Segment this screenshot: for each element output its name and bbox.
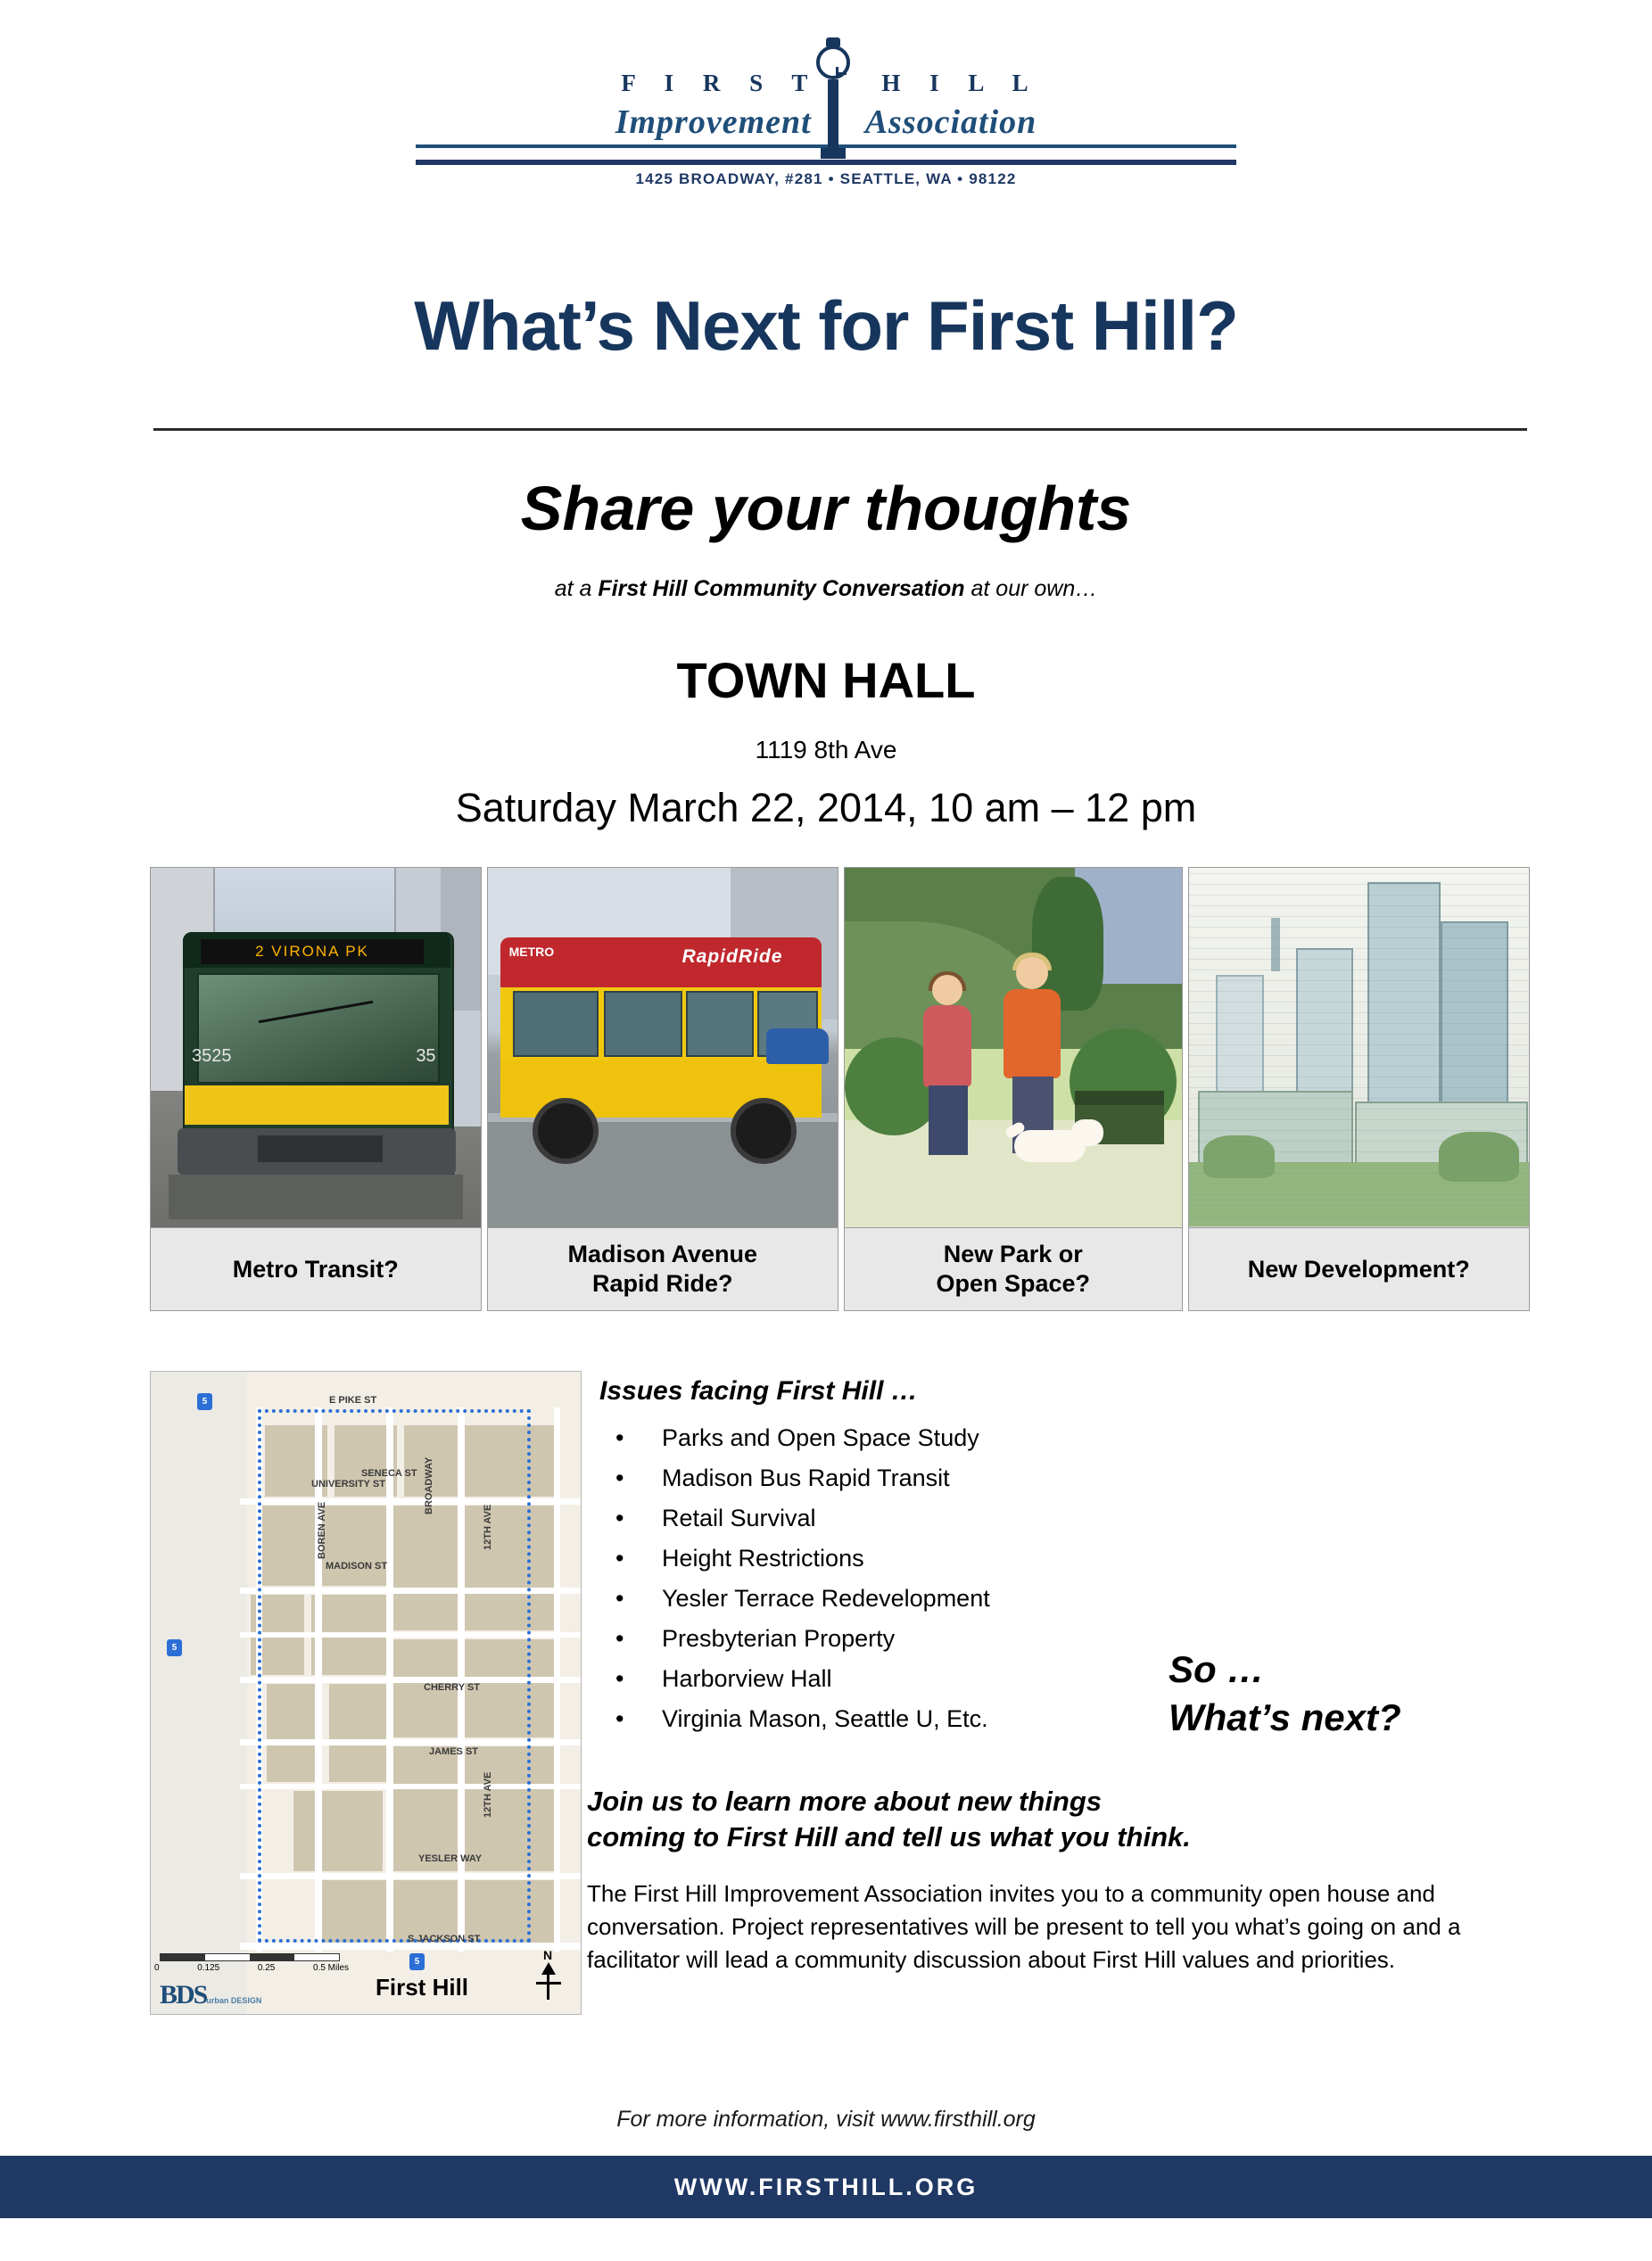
- photo-caption-rapid-ride: [488, 1228, 838, 1310]
- body-paragraph: The First Hill Improvement Association invites you to a community open house and conversation. Project representatives will be present to tell you what’s going on and a facilitator will lead a community discussion about First Hill values and priorities.: [587, 1880, 1461, 1973]
- issues-list: [599, 1418, 1170, 1739]
- map-label-e-pike-st: E PIKE ST: [329, 1395, 377, 1406]
- so-line-2: What’s next?: [1169, 1696, 1401, 1738]
- first-hill-map: [150, 1371, 582, 2015]
- scale-tick-3: 0.5 Miles: [312, 1963, 349, 1973]
- logo-word-hill: H I L L: [881, 70, 1040, 96]
- share-sub-post: at our own…: [964, 576, 1098, 601]
- clock-tower-icon: [814, 37, 853, 168]
- more-information-line: For more information, visit www.firsthill.org: [616, 2107, 1036, 2132]
- event-datetime: Saturday March 22, 2014, 10 am – 12 pm: [455, 785, 1197, 830]
- map-label-s-jackson-st: S JACKSON ST: [408, 1934, 481, 1944]
- share-heading: Share your thoughts: [520, 474, 1132, 543]
- so-whats-next-callout: [1169, 1646, 1543, 1742]
- logo-word-association: Association: [864, 103, 1037, 141]
- list-item: • Harborview Hall: [599, 1659, 1170, 1699]
- photo-caption-metro-transit: Metro Transit?: [232, 1255, 399, 1283]
- organization-address: 1425 BROADWAY, #281 • SEATTLE, WA • 98122: [635, 170, 1017, 187]
- map-area-title: First Hill: [376, 1974, 469, 2001]
- venue-address: 1119 8th Ave: [755, 736, 897, 763]
- highway-shield-icon-2: 5: [167, 1639, 182, 1656]
- photo-cell-new-development: [1188, 867, 1530, 1311]
- photo-caption-new-development: New Development?: [1247, 1255, 1470, 1283]
- photo-strip: [150, 867, 1530, 1311]
- map-label-madison-st: MADISON ST: [326, 1561, 388, 1572]
- scale-tick-0: 0: [154, 1963, 160, 1973]
- page-title: What’s Next for First Hill?: [414, 286, 1238, 365]
- share-sub-pre: at a: [554, 576, 599, 601]
- list-item: • Presbyterian Property: [599, 1619, 1170, 1659]
- caption-line-1: New Park or: [943, 1241, 1083, 1268]
- issues-heading: Issues facing First Hill …: [599, 1376, 918, 1406]
- north-letter: N: [543, 1948, 553, 1962]
- photo-cell-rapid-ride: [487, 867, 838, 1311]
- footer-website-bar[interactable]: WWW.FIRSTHILL.ORG: [0, 2156, 1652, 2218]
- park-illustration: [845, 868, 1182, 1228]
- map-label-boren-ave: BOREN AVE: [317, 1501, 327, 1559]
- join-line-2: coming to First Hill and tell us what you think.: [587, 1821, 1191, 1853]
- metro-transit-bus-photo: 2 VIRONA PK 3525 35: [151, 868, 481, 1228]
- join-line-1: Join us to learn more about new things: [587, 1786, 1102, 1817]
- map-credit-subtext: urban DESIGN: [206, 1996, 262, 2005]
- list-item: • Yesler Terrace Redevelopment: [599, 1579, 1170, 1619]
- map-credit-text: BDS: [160, 1980, 207, 2009]
- map-label-12th-ave-2: 12TH AVE: [483, 1771, 493, 1818]
- north-arrow-icon: [534, 1948, 565, 2003]
- title-divider: [153, 428, 1527, 431]
- map-scale-bar: [154, 1953, 365, 1973]
- list-item: • Virginia Mason, Seattle U, Etc.: [599, 1699, 1170, 1739]
- photo-caption-park: [845, 1228, 1182, 1310]
- scale-tick-2: 0.25: [257, 1963, 276, 1973]
- map-label-broadway: BROADWAY: [424, 1456, 434, 1514]
- so-line-1: So …: [1169, 1648, 1265, 1690]
- map-boundary-outline: [258, 1409, 531, 1943]
- caption-line-1: Madison Avenue: [567, 1241, 758, 1268]
- list-item: • Height Restrictions: [599, 1539, 1170, 1579]
- logo-word-first: F I R S T: [621, 70, 820, 96]
- scale-tick-1: 0.125: [197, 1963, 220, 1973]
- list-item: • Madison Bus Rapid Transit: [599, 1458, 1170, 1498]
- list-item: • Parks and Open Space Study: [599, 1418, 1170, 1458]
- venue-name: TOWN HALL: [676, 652, 976, 708]
- share-subheading: [0, 576, 1652, 602]
- share-sub-bold: First Hill Community Conversation: [598, 576, 965, 601]
- photo-cell-metro-transit: [150, 867, 482, 1311]
- development-rendering: [1189, 868, 1529, 1228]
- organization-logo: [0, 70, 1652, 188]
- caption-line-2: Open Space?: [936, 1270, 1091, 1297]
- map-label-james-st: JAMES ST: [429, 1746, 479, 1757]
- map-label-seneca-st: SENECA ST: [361, 1468, 417, 1479]
- map-label-yesler-way: YESLER WAY: [418, 1853, 483, 1864]
- highway-shield-icon-3: 5: [409, 1953, 425, 1970]
- rapidride-bus-photo: METRO RapidRide: [488, 868, 838, 1228]
- photo-cell-park: [844, 867, 1183, 1311]
- highway-shield-icon: 5: [197, 1393, 212, 1410]
- map-credit-logo: [160, 1980, 261, 2010]
- caption-line-2: Rapid Ride?: [592, 1270, 733, 1297]
- map-label-12th-ave: 12TH AVE: [483, 1504, 493, 1550]
- list-item: • Retail Survival: [599, 1498, 1170, 1539]
- join-us-message: [587, 1784, 1532, 1856]
- map-label-cherry-st: CHERRY ST: [424, 1682, 480, 1693]
- logo-word-improvement: Improvement: [615, 103, 812, 141]
- map-label-university-st: UNIVERSITY ST: [311, 1479, 385, 1489]
